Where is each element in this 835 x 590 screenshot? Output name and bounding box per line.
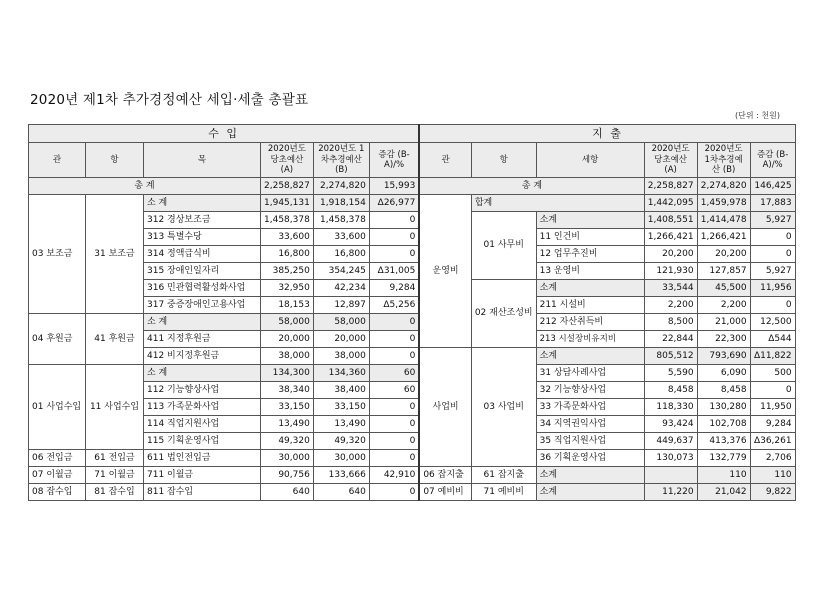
expense-a-cell: 5,590 — [644, 365, 697, 382]
col-b: 2020년도 1차추경예산 (B) — [313, 143, 369, 178]
income-c-cell: 60 — [369, 365, 419, 382]
expense-se-cell: 211 시설비 — [536, 297, 644, 314]
income-a-cell: 38,340 — [261, 382, 314, 399]
table-row — [29, 450, 796, 467]
income-a-cell: 16,800 — [261, 246, 314, 263]
income-hang-cell: 11 사업수입 — [86, 365, 144, 450]
expense-b-cell: 102,708 — [697, 416, 750, 433]
expense-a-cell: 118,330 — [644, 399, 697, 416]
income-b-cell: 1,918,154 — [313, 195, 369, 212]
col-gwan: 관 — [29, 143, 86, 178]
expense-b-cell: 21,000 — [697, 314, 750, 331]
table-row — [29, 246, 796, 263]
expense-c-cell: 2,706 — [750, 450, 795, 467]
expense-a-cell: 93,424 — [644, 416, 697, 433]
income-b-cell: 33,600 — [313, 229, 369, 246]
expense-se-cell: 소계 — [536, 467, 644, 484]
income-b-cell: 133,666 — [313, 467, 369, 484]
income-mok-cell: 316 민관협력활성화사업 — [144, 280, 261, 297]
income-gwan-cell: 01 사업수입 — [29, 365, 86, 450]
expense-b-cell: 21,042 — [697, 484, 750, 501]
income-mok-cell: 314 정액급식비 — [144, 246, 261, 263]
income-a-cell: 134,300 — [261, 365, 314, 382]
income-c-cell: Δ5,256 — [369, 297, 419, 314]
income-a-cell: 13,490 — [261, 416, 314, 433]
expense-a-cell: 1,408,551 — [644, 212, 697, 229]
expense-a-cell: 8,500 — [644, 314, 697, 331]
expense-se-cell: 34 지역권익사업 — [536, 416, 644, 433]
table-row — [29, 195, 796, 212]
expense-c-cell: 17,883 — [750, 195, 795, 212]
income-b-cell: 1,458,378 — [313, 212, 369, 229]
expense-sum-label: 합계 — [471, 195, 644, 212]
income-mok-cell: 114 직업지원사업 — [144, 416, 261, 433]
income-mok-cell: 115 기획운영사업 — [144, 433, 261, 450]
expense-c-cell: 5,927 — [750, 263, 795, 280]
expense-c-cell: 0 — [750, 297, 795, 314]
expense-gwan-cell: 07 예비비 — [419, 484, 471, 501]
expense-c-cell: 11,956 — [750, 280, 795, 297]
expense-c-cell: 500 — [750, 365, 795, 382]
page-title: 2020년 제1차 추가경정예산 세입·세출 총괄표 — [30, 92, 309, 108]
col-a: 2020년도 당초예산 (A) — [261, 143, 314, 178]
income-b-cell: 13,490 — [313, 416, 369, 433]
income-b-cell: 134,360 — [313, 365, 369, 382]
income-a-cell: 30,000 — [261, 450, 314, 467]
expense-a-cell: 449,637 — [644, 433, 697, 450]
expense-se-cell: 212 자산취득비 — [536, 314, 644, 331]
income-gwan-cell: 08 잡수입 — [29, 484, 86, 501]
income-c-cell: 0 — [369, 348, 419, 365]
income-total-c: 15,993 — [369, 178, 419, 195]
income-a-cell: 640 — [261, 484, 314, 501]
expense-hang-cell: 02 재산조성비 — [471, 280, 536, 348]
expense-b-cell: 132,779 — [697, 450, 750, 467]
income-b-cell: 33,150 — [313, 399, 369, 416]
table-row — [29, 484, 796, 501]
income-b-cell: 640 — [313, 484, 369, 501]
income-c-cell: 0 — [369, 314, 419, 331]
income-a-cell: 32,950 — [261, 280, 314, 297]
income-mok-cell: 소 계 — [144, 195, 261, 212]
table-row — [29, 263, 796, 280]
expense-a-cell: 20,200 — [644, 246, 697, 263]
income-hang-cell: 71 이월금 — [86, 467, 144, 484]
expense-c-cell: 0 — [750, 229, 795, 246]
table-row — [29, 365, 796, 382]
expense-b-cell: 8,458 — [697, 382, 750, 399]
income-c-cell: 0 — [369, 212, 419, 229]
expense-se-cell: 31 상담사례사업 — [536, 365, 644, 382]
expense-a-cell: 130,073 — [644, 450, 697, 467]
expense-c-cell: 0 — [750, 382, 795, 399]
income-hang-cell: 31 보조금 — [86, 195, 144, 314]
income-c-cell: 60 — [369, 382, 419, 399]
expense-gwan-cell: 운영비 — [419, 195, 471, 348]
expense-b-cell: 1,266,421 — [697, 229, 750, 246]
expense-c-cell: 110 — [750, 467, 795, 484]
expense-c-cell: 9,822 — [750, 484, 795, 501]
expense-c-cell: 12,500 — [750, 314, 795, 331]
expense-b-cell: 1,459,978 — [697, 195, 750, 212]
expense-se-cell: 32 기능향상사업 — [536, 382, 644, 399]
expense-se-cell: 213 시설장비유지비 — [536, 331, 644, 348]
expense-c-cell: 11,950 — [750, 399, 795, 416]
income-mok-cell: 113 가족문화사업 — [144, 399, 261, 416]
table-row — [29, 297, 796, 314]
income-b-cell: 49,320 — [313, 433, 369, 450]
expense-a-cell: 1,266,421 — [644, 229, 697, 246]
col-c-exp: 증감 (B-A)/% — [750, 143, 795, 178]
income-mok-cell: 317 중증장애인고용사업 — [144, 297, 261, 314]
income-a-cell: 90,756 — [261, 467, 314, 484]
income-mok-cell: 315 장애인일자리 — [144, 263, 261, 280]
expense-b-cell: 130,280 — [697, 399, 750, 416]
expense-b-cell: 110 — [697, 467, 750, 484]
expense-b-cell: 793,690 — [697, 348, 750, 365]
expense-hang-cell: 03 사업비 — [471, 348, 536, 467]
table-row — [29, 229, 796, 246]
col-gwan-exp: 관 — [419, 143, 471, 178]
income-a-cell: 49,320 — [261, 433, 314, 450]
income-mok-cell: 312 경상보조금 — [144, 212, 261, 229]
col-mok: 목 — [144, 143, 261, 178]
income-mok-cell: 811 잡수입 — [144, 484, 261, 501]
table-row — [29, 382, 796, 399]
col-c: 증감 (B-A)/% — [369, 143, 419, 178]
income-mok-cell: 소 계 — [144, 314, 261, 331]
income-c-cell: 0 — [369, 331, 419, 348]
expense-se-cell: 소계 — [536, 484, 644, 501]
income-b-cell: 354,245 — [313, 263, 369, 280]
expense-a-cell: 33,544 — [644, 280, 697, 297]
col-a-exp: 2020년도 당초예산 (A) — [644, 143, 697, 178]
expense-hang-cell: 71 예비비 — [471, 484, 536, 501]
income-mok-cell: 112 기능향상사업 — [144, 382, 261, 399]
expense-c-cell: Δ544 — [750, 331, 795, 348]
income-a-cell: 20,000 — [261, 331, 314, 348]
income-a-cell: 33,600 — [261, 229, 314, 246]
expense-se-cell: 35 직업지원사업 — [536, 433, 644, 450]
income-c-cell: 42,910 — [369, 467, 419, 484]
income-c-cell: 0 — [369, 229, 419, 246]
table-row — [29, 433, 796, 450]
expense-c-cell: 0 — [750, 246, 795, 263]
expense-total-b: 2,274,820 — [697, 178, 750, 195]
table-row — [29, 331, 796, 348]
expense-se-cell: 소계 — [536, 348, 644, 365]
income-a-cell: 38,000 — [261, 348, 314, 365]
expense-a-cell — [644, 467, 697, 484]
expense-c-cell: 9,284 — [750, 416, 795, 433]
expense-se-cell: 33 가족문화사업 — [536, 399, 644, 416]
income-gwan-cell: 06 전입금 — [29, 450, 86, 467]
expense-se-cell: 13 운영비 — [536, 263, 644, 280]
income-a-cell: 1,945,131 — [261, 195, 314, 212]
income-b-cell: 16,800 — [313, 246, 369, 263]
income-mok-cell: 611 법인전입금 — [144, 450, 261, 467]
income-c-cell: Δ26,977 — [369, 195, 419, 212]
income-c-cell: 0 — [369, 246, 419, 263]
income-c-cell: 9,284 — [369, 280, 419, 297]
expense-c-cell: Δ11,822 — [750, 348, 795, 365]
budget-summary-table — [28, 124, 796, 501]
income-c-cell: 0 — [369, 450, 419, 467]
income-a-cell: 33,150 — [261, 399, 314, 416]
income-b-cell: 58,000 — [313, 314, 369, 331]
income-a-cell: 58,000 — [261, 314, 314, 331]
col-hang: 항 — [86, 143, 144, 178]
table-row — [29, 399, 796, 416]
income-c-cell: 0 — [369, 399, 419, 416]
income-a-cell: 18,153 — [261, 297, 314, 314]
income-b-cell: 12,897 — [313, 297, 369, 314]
expense-se-cell: 11 인건비 — [536, 229, 644, 246]
expense-b-cell: 127,857 — [697, 263, 750, 280]
expense-section-title: 지 출 — [419, 125, 795, 143]
table-row — [29, 348, 796, 365]
expense-a-cell: 22,844 — [644, 331, 697, 348]
income-b-cell: 38,400 — [313, 382, 369, 399]
unit-label: (단위 : 천원) — [735, 111, 780, 120]
income-gwan-cell: 04 후원금 — [29, 314, 86, 365]
income-c-cell: 0 — [369, 484, 419, 501]
income-a-cell: 1,458,378 — [261, 212, 314, 229]
expense-b-cell: 20,200 — [697, 246, 750, 263]
expense-gwan-cell: 06 잡지출 — [419, 467, 471, 484]
income-total-b: 2,274,820 — [313, 178, 369, 195]
expense-hang-cell: 01 사무비 — [471, 212, 536, 280]
expense-a-cell: 121,930 — [644, 263, 697, 280]
income-hang-cell: 61 전입금 — [86, 450, 144, 467]
col-semok: 세항 — [536, 143, 644, 178]
expense-gwan-cell: 사업비 — [419, 348, 471, 467]
income-mok-cell: 711 이월금 — [144, 467, 261, 484]
income-gwan-cell: 07 이월금 — [29, 467, 86, 484]
income-mok-cell: 313 특별수당 — [144, 229, 261, 246]
income-b-cell: 38,000 — [313, 348, 369, 365]
income-total-a: 2,258,827 — [261, 178, 314, 195]
income-mok-cell: 411 지정후원금 — [144, 331, 261, 348]
expense-b-cell: 413,376 — [697, 433, 750, 450]
expense-c-cell: Δ36,261 — [750, 433, 795, 450]
expense-b-cell: 1,414,478 — [697, 212, 750, 229]
table-row — [29, 212, 796, 229]
income-total-label: 총 계 — [29, 178, 261, 195]
expense-b-cell: 2,200 — [697, 297, 750, 314]
income-gwan-cell: 03 보조금 — [29, 195, 86, 314]
table-row — [29, 280, 796, 297]
income-mok-cell: 412 비지정후원금 — [144, 348, 261, 365]
income-c-cell: 0 — [369, 416, 419, 433]
expense-b-cell: 45,500 — [697, 280, 750, 297]
expense-total-a: 2,258,827 — [644, 178, 697, 195]
expense-a-cell: 8,458 — [644, 382, 697, 399]
income-b-cell: 20,000 — [313, 331, 369, 348]
expense-se-cell: 소계 — [536, 280, 644, 297]
expense-b-cell: 22,300 — [697, 331, 750, 348]
table-row — [29, 314, 796, 331]
expense-hang-cell: 61 잡지출 — [471, 467, 536, 484]
income-a-cell: 385,250 — [261, 263, 314, 280]
expense-a-cell: 11,220 — [644, 484, 697, 501]
grand-total-row — [29, 178, 796, 195]
expense-total-c: 146,425 — [750, 178, 795, 195]
col-b-exp: 2020년도 1차추경예산 (B) — [697, 143, 750, 178]
income-mok-cell: 소 계 — [144, 365, 261, 382]
income-b-cell: 42,234 — [313, 280, 369, 297]
table-row — [29, 416, 796, 433]
section-header-row — [29, 125, 796, 143]
income-c-cell: Δ31,005 — [369, 263, 419, 280]
expense-se-cell: 소계 — [536, 212, 644, 229]
expense-total-label: 총 계 — [419, 178, 644, 195]
income-hang-cell: 81 잡수입 — [86, 484, 144, 501]
column-header-row — [29, 143, 796, 178]
income-hang-cell: 41 후원금 — [86, 314, 144, 365]
expense-se-cell: 36 기획운영사업 — [536, 450, 644, 467]
expense-a-cell: 805,512 — [644, 348, 697, 365]
income-c-cell: 0 — [369, 433, 419, 450]
expense-se-cell: 12 업무추진비 — [536, 246, 644, 263]
expense-a-cell: 2,200 — [644, 297, 697, 314]
expense-a-cell: 1,442,095 — [644, 195, 697, 212]
col-hang-exp: 항 — [471, 143, 536, 178]
table-row — [29, 467, 796, 484]
income-section-title: 수 입 — [29, 125, 420, 143]
expense-c-cell: 5,927 — [750, 212, 795, 229]
expense-b-cell: 6,090 — [697, 365, 750, 382]
income-b-cell: 30,000 — [313, 450, 369, 467]
